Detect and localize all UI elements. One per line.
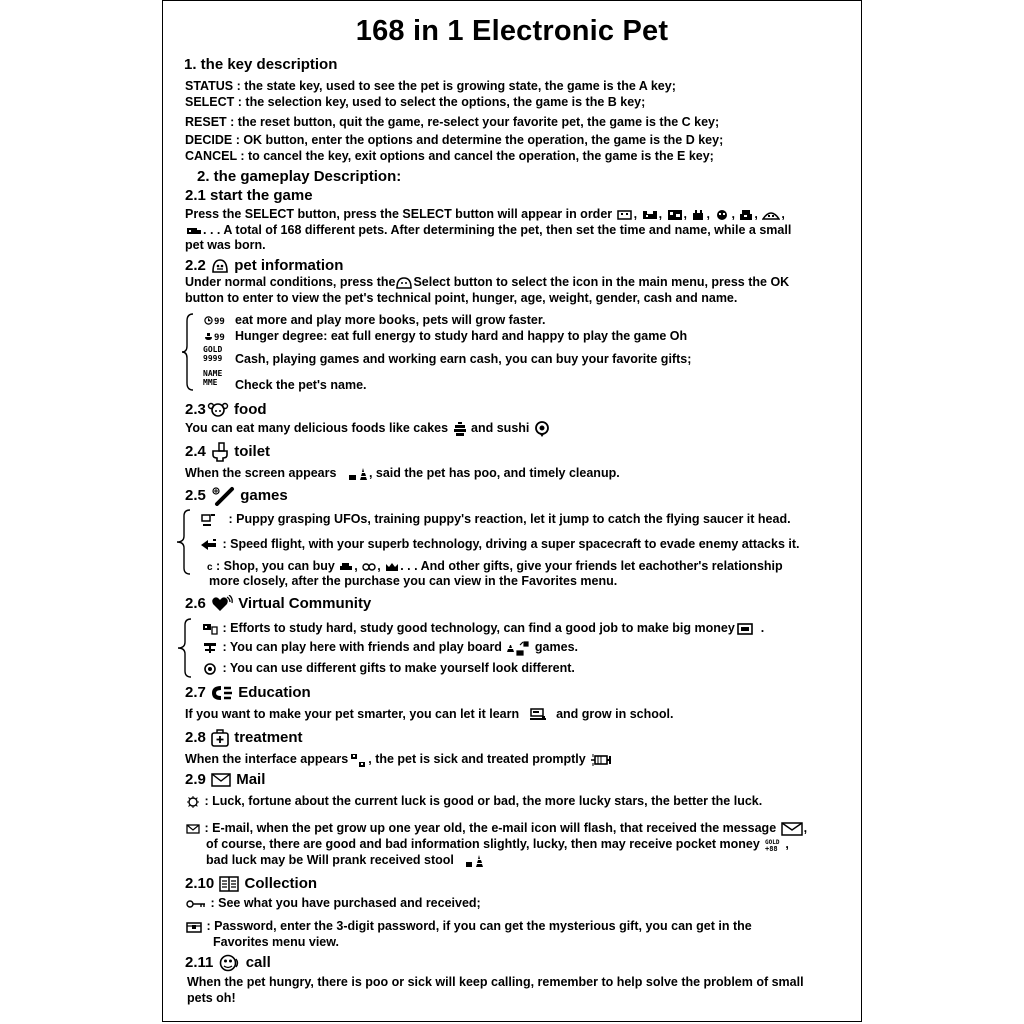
education-icon [211, 684, 233, 702]
treatment-heading: 2.8 treatment [185, 729, 303, 746]
work-icon [202, 623, 218, 635]
education-text: If you want to make your pet smarter, you can let it learn and grow in school. [185, 707, 674, 721]
start-game-text-line2: . . . A total of 168 different pets. After determining the pet, then set the time and name, while a small [185, 222, 791, 238]
food-text: You can eat many delicious foods like cakes and sushi [185, 420, 551, 437]
mail-email-row: : E-mail, when the pet grow up one year old, the e-mail icon will flash, that received the message , [185, 820, 807, 836]
pet-sprite-8-icon [186, 225, 202, 237]
community-list-brace [177, 618, 193, 678]
collection-heading: 2.10 Collection [185, 875, 318, 892]
spaceship-game-icon [200, 538, 218, 552]
toilet-heading: 2.4 toilet [185, 442, 270, 462]
decide-key-text: DECIDE : OK button, enter the options and determine the operation, the game is the D key; [185, 133, 724, 147]
gold-lcd: GOLD 9999 [203, 345, 223, 363]
stool-icon [465, 854, 485, 868]
call-heading: 2.11 call [185, 954, 271, 971]
info-list-brace [181, 313, 195, 391]
status-key-text: STATUS : the state key, used to see the pet is growing state, the game is the A key; [185, 79, 676, 93]
mail-luck-row: : Luck, fortune about the current luck is good or bad, the more lucky stars, the better the luck. [185, 793, 762, 809]
gift-glasses-icon [362, 562, 376, 572]
mail-icon [211, 773, 231, 787]
page-title: 168 in 1 Electronic Pet [355, 15, 669, 47]
games-icon [211, 486, 235, 506]
start-game-heading: 2.1 start the game [185, 187, 313, 204]
board-game-icon [506, 640, 530, 656]
cake-icon [453, 421, 467, 437]
medical-kit-icon [211, 729, 229, 747]
instruction-sheet: 168 in 1 Electronic Pet 1. the key description STATUS : the state key, used to see the pet is growing state, the game is the A key; SELECT : the selection key, used to select the options, the game is the B key; RESET : the reset button, quit the game, re-select your favorite pet, the game is the C key; DECIDE : OK button, enter the options and determine the operation, the game is the D key; CANCEL : to cancel the key, exit options and cancel the operation, the game is the E key; 2. the gameplay Description: 2.1 start the game Press the SELECT button, press the SELECT button will appear in order , , , , , , , . . . A total of 168 different pets. After determining the pet, then set the time and name, while a small pet was born. 2.2 pet information Under normal conditions, press the Select button to select the icon in the main menu, press the OK button to enter to view the pet's technical point, hunger, age, weight, gender, cash and name. 99 eat more and play more books, pets will grow faster. 99 Hunger degree: eat full energy to study hard and happy to play the game Oh GOLD 9999 Cash, playing games and working earn cash, you can buy your favorite gifts; NAME MME Check the pet's name. 2.3 food You can eat many delicious foods like cakes and sushi 2.4 toilet When the screen appears , said the pet has poo, and timely cleanup. 2.5 games : Puppy grasping UFOs, training puppy's reaction, let it jump to catch the flying saucer it head. : Speed flight, with your superb technology, driving a super spacecraft to evade enemy attacks it. c : Shop, you can buy , , . . . And other gifts, give your friends let eachother's relationship more closely, after the purchase you can view in the Favorites menu. 2.6 Virtual Community : Efforts to study hard, study good technology, can find a good job to make big money . : You can play here with friends and play board games. : You can use different gifts to make yourself look different. 2.7 Education If you want to make your pet smarter, you can let it learn and grow in school. 2.8 treatment When the interface appears , the pet is sick and treated promptly 2.9 Mail : Luck, fortune about the current luck is good or bad, the more lucky stars, the better the luck. : E-mail, when the pet grow up one year old, the e-mail icon will flash, that received the message , of course, there are good and bad information slightly, lucky, then may receive pocket money GOLD +88 , bad luck may be Will prank received stool 2.10 Collection : See what you have purchased and received; : Password, enter the 3-digit password, if you can get the mysterious gift, you can get in the Favorites menu view. 2.11 call When the pet hungry, there is poo or sick will keep calling, remember to help solve the problem of small pets oh! [162, 0, 862, 1022]
collection-password-row-cont: Favorites menu view. [213, 935, 339, 949]
ufo-game-icon [200, 513, 218, 527]
key-description-heading: 1. the key description [184, 56, 338, 73]
call-face-icon [219, 954, 241, 972]
pet-information-text-line2: button to enter to view the pet's technical point, hunger, age, weight, gender, cash and name. [185, 291, 738, 305]
toilet-text: When the screen appears , said the pet has poo, and timely cleanup. [185, 466, 620, 480]
game-shop-row: c : Shop, you can buy , , . . . And other gifts, give your friends let eachother's relationship [207, 559, 783, 573]
book-icon [219, 876, 239, 892]
pet-sprite-6-icon [739, 209, 753, 221]
community-play-row: : You can play here with friends and play board games. [201, 639, 578, 656]
call-text-line1: When the pet hungry, there is poo or sick will keep calling, remember to help solve the problem of small [187, 975, 804, 989]
mail-email-row-cont1: of course, there are good and bad information slightly, lucky, then may receive pocket money GOLD +88 , [206, 837, 789, 852]
select-key-text: SELECT : the selection key, used to select the options, the game is the B key; [185, 95, 646, 109]
food-heading: 2.3 food [185, 401, 267, 418]
community-gift-row: : You can use different gifts to make yourself look different. [201, 660, 575, 676]
pet-sprite-2-icon [642, 209, 658, 221]
pocket-money-icon [764, 838, 784, 852]
svg-text:GOLD: GOLD [765, 838, 780, 846]
pet-sprite-7-icon [762, 209, 780, 221]
pet-sprite-1-icon [617, 209, 633, 221]
sick-icon [349, 752, 367, 768]
sushi-icon [534, 421, 550, 437]
play-icon [202, 642, 218, 654]
key-icon [186, 899, 206, 909]
food-icon [207, 402, 229, 418]
email-small-icon [186, 824, 200, 834]
cancel-key-text: CANCEL : to cancel the key, exit options and cancel the operation, the game is the E key; [185, 149, 714, 163]
virtual-community-heading: 2.6 Virtual Community [185, 595, 372, 612]
pet-sprite-5-icon [714, 209, 730, 221]
game-ufo-row: : Puppy grasping UFOs, training puppy's reaction, let it jump to catch the flying saucer it head. [199, 511, 791, 527]
gameplay-heading: 2. the gameplay Description: [197, 168, 402, 185]
clock-icon [204, 316, 213, 325]
start-game-text-line3: pet was born. [185, 238, 266, 252]
game-flight-row: : Speed flight, with your superb technology, driving a super spacecraft to evade enemy attacks it. [199, 536, 799, 552]
password-chest-icon [186, 921, 202, 933]
pet-sprite-4-icon [691, 209, 705, 221]
school-icon [529, 708, 547, 722]
call-text-line2: pets oh! [187, 991, 236, 1005]
message-icon [781, 822, 803, 836]
treatment-text: When the interface appears , the pet is sick and treated promptly [185, 751, 615, 768]
education-heading: 2.7 Education [185, 684, 311, 701]
collection-purchased-row: : See what you have purchased and received; [185, 895, 481, 911]
mail-email-row-cont2: bad luck may be Will prank received stool [206, 852, 486, 868]
games-list-brace [176, 509, 192, 575]
games-heading: 2.5 games [185, 486, 288, 506]
game-shop-row-cont: more closely, after the purchase you can view in the Favorites menu. [209, 574, 618, 588]
syringe-icon [590, 753, 614, 767]
luck-star-icon [186, 796, 200, 808]
name-lcd: NAME MME [203, 369, 223, 387]
gift-icon [202, 663, 218, 675]
info-hunger-row: 99 Hunger degree: eat full energy to study hard and happy to play the game Oh [203, 328, 225, 346]
info-skill-row: 99 eat more and play more books, pets will grow faster. [203, 312, 225, 330]
food-bowl-icon [204, 332, 213, 341]
community-work-row: : Efforts to study hard, study good technology, can find a good job to make big money . [201, 620, 764, 636]
poo-icon [348, 467, 368, 481]
start-game-text-line1: Press the SELECT button, press the SELECT button will appear in order , , , , , , , [185, 207, 785, 221]
heart-signal-icon [211, 595, 233, 613]
money-icon [736, 622, 754, 636]
reset-key-text: RESET : the reset button, quit the game, re-select your favorite pet, the game is the C key; [185, 115, 720, 129]
pet-information-heading: 2.2 pet information [185, 257, 344, 274]
pet-face-small-icon [396, 277, 412, 289]
collection-password-row: : Password, enter the 3-digit password, if you can get the mysterious gift, you can get in the [185, 918, 752, 934]
gift-car-icon [339, 562, 353, 572]
pet-face-icon [211, 258, 229, 274]
pet-sprite-3-icon [667, 209, 683, 221]
toilet-icon [211, 442, 229, 462]
mail-heading: 2.9 Mail [185, 771, 266, 788]
gift-crown-icon [385, 562, 399, 572]
pet-information-text-line1: Under normal conditions, press the Select button to select the icon in the main menu, press the OK [185, 275, 790, 289]
svg-text:+88: +88 [765, 844, 778, 852]
